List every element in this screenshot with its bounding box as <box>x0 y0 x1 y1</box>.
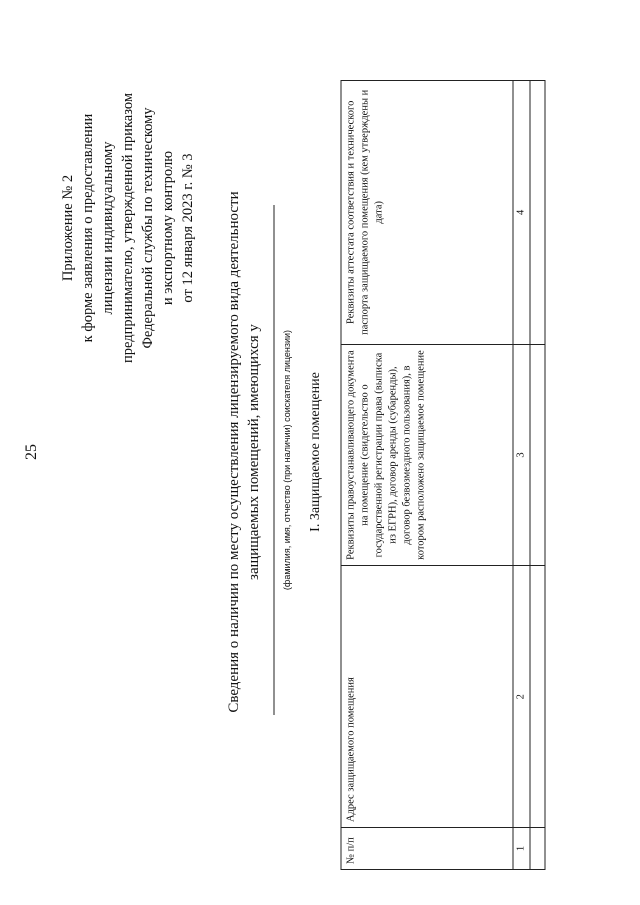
index-cell: 4 <box>513 81 530 345</box>
appendix-block <box>58 13 198 443</box>
table-header-row <box>341 81 513 870</box>
appendix-line: к форме заявления о предоставлении <box>80 113 96 343</box>
index-cell: 1 <box>513 828 530 870</box>
table-cell[interactable] <box>530 344 545 566</box>
table-cell[interactable] <box>530 81 545 345</box>
applicant-name-line <box>274 205 275 715</box>
table-cell[interactable] <box>530 566 545 828</box>
premises-table <box>341 80 546 870</box>
appendix-line: от 12 января 2023 г. № 3 <box>180 153 196 303</box>
header-num: № п/п <box>341 828 513 870</box>
appendix-line: лицензии индивидуальному <box>100 141 116 315</box>
appendix-line: предпринимателю, утвержденной приказом <box>120 93 136 363</box>
index-cell: 2 <box>513 566 530 828</box>
table-cell[interactable] <box>530 828 545 870</box>
table-row <box>530 81 545 870</box>
heading-line-2: защищаемых помещений, имеющихся у <box>246 324 262 580</box>
header-documents: Реквизиты правоустанавливающего документа на помещение (свидетельство о государственной регистрации права (выписка из ЕГРН), договор аренды (субаренды), договор безвозмездного пользования), в котором расположено защищаемое помещение <box>341 344 513 566</box>
appendix-line: Приложение № 2 <box>60 174 76 282</box>
heading-line-1: Сведения о наличии по месту осуществления лицензируемого вида деятельности <box>226 191 242 713</box>
appendix-line: и экспортному контролю <box>160 150 176 306</box>
header-attestat: Реквизиты аттестата соответствия и технического паспорта защищаемого помещения (кем утверждены и дата) <box>341 81 513 345</box>
applicant-name-caption: (фамилия, имя, отчество (при наличии) соискателя лицензии) <box>282 329 292 591</box>
premises-table-wrap <box>341 80 546 870</box>
appendix-line: Федеральной службы по техническому <box>140 107 156 349</box>
header-address: Адрес защищаемого помещения <box>341 566 513 828</box>
page-number: 25 <box>23 444 40 460</box>
index-cell: 3 <box>513 344 530 566</box>
section-title: I. Защищаемое помещение <box>308 372 323 532</box>
table-index-row <box>513 81 530 870</box>
document-heading <box>224 172 264 732</box>
